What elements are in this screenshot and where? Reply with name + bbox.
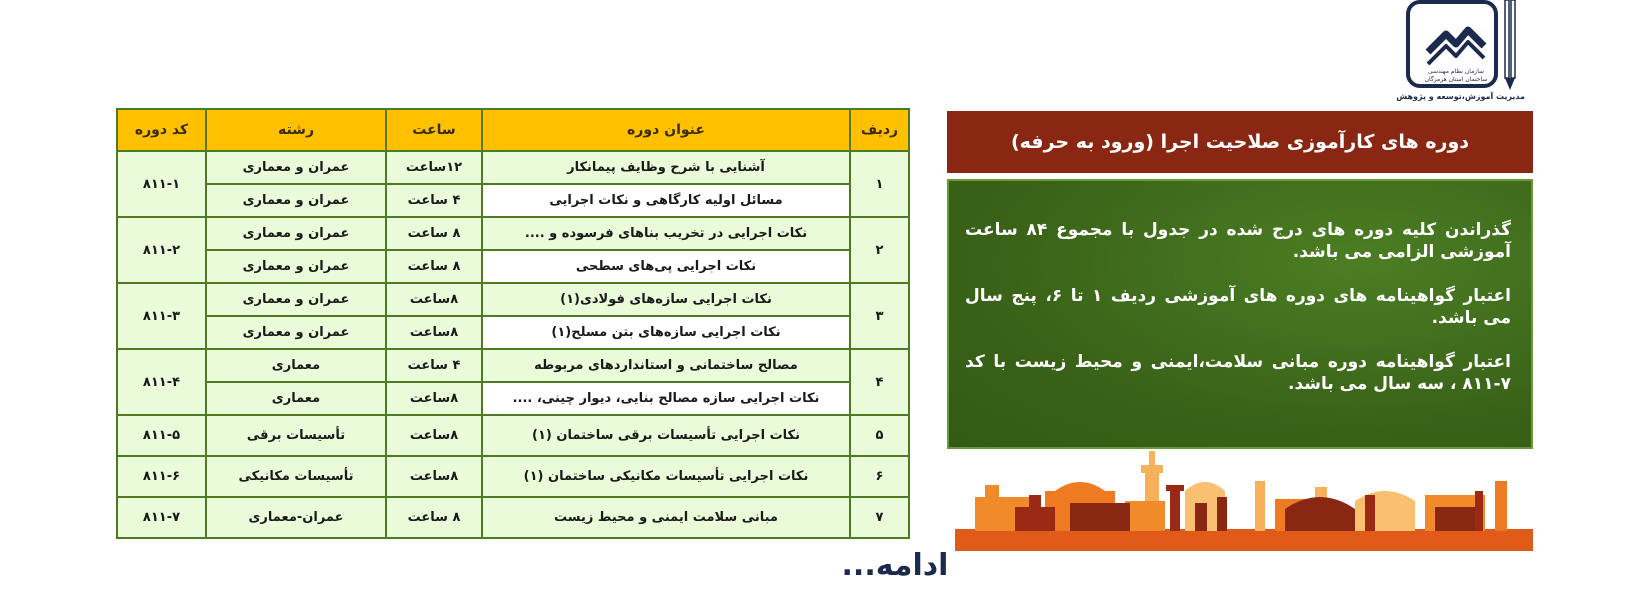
course-title-cell: نکات اجرایی سازه‌های بتن مسلح(۱) [482, 316, 850, 349]
table-row [117, 184, 909, 217]
course-title-cell: نکات اجرایی تأسیسات برقی ساختمان (۱) [482, 415, 850, 456]
courses-table-wrapper [116, 108, 910, 539]
row-number-cell: ۲ [850, 217, 909, 283]
field-cell: معماری [206, 382, 386, 415]
course-title-cell: نکات اجرایی پی‌های سطحی [482, 250, 850, 283]
course-title-cell: مصالح ساختمانی و استانداردهای مربوطه [482, 349, 850, 382]
table-row [117, 217, 909, 250]
panel-title: دوره های کارآموزی صلاحیت اجرا (ورود به حرفه) [947, 111, 1533, 173]
hours-cell: ۸ساعت [386, 382, 482, 415]
table-row [117, 497, 909, 538]
field-cell: تأسیسات برقی [206, 415, 386, 456]
hours-cell: ۸ساعت [386, 283, 482, 316]
logo-frame [1406, 0, 1498, 88]
course-title-cell: نکات اجرایی سازه‌های فولادی(۱) [482, 283, 850, 316]
field-cell: معماری [206, 349, 386, 382]
row-number-cell: ۶ [850, 456, 909, 497]
info-panel [947, 179, 1533, 449]
info-paragraph-validity-1-6: اعتبار گواهینامه های دوره های آموزشی ردیف ۱ تا ۶، پنج سال می باشد. [965, 286, 1511, 328]
info-paragraph-total-hours: گذراندن کلیه دوره های درج شده در جدول با مجموع ۸۴ ساعت آموزشی الزامی می باشد. [965, 220, 1511, 262]
field-cell: عمران و معماری [206, 217, 386, 250]
row-number-cell: ۱ [850, 151, 909, 217]
field-cell: تأسیسات مکانیکی [206, 456, 386, 497]
logo-caption: مدیریت آموزش،توسعه و پژوهش [1396, 92, 1525, 101]
table-header-row [117, 109, 909, 151]
field-cell: عمران-معماری [206, 497, 386, 538]
table-row [117, 151, 909, 184]
course-code-cell: ۸۱۱-۷ [117, 497, 206, 538]
courses-table [116, 108, 910, 539]
continue-label: ادامه... [841, 548, 949, 583]
city-skyline-illustration [955, 451, 1533, 551]
field-cell: عمران و معماری [206, 283, 386, 316]
course-code-cell: ۸۱۱-۵ [117, 415, 206, 456]
table-row [117, 415, 909, 456]
course-title-cell: آشنایی با شرح وظایف پیمانکار [482, 151, 850, 184]
building-roof-icon [1424, 22, 1488, 70]
hours-cell: ۸ ساعت [386, 497, 482, 538]
pencil-icon [1503, 0, 1517, 90]
hours-cell: ۸ساعت [386, 316, 482, 349]
table-row [117, 382, 909, 415]
table-row [117, 456, 909, 497]
hours-cell: ۴ ساعت [386, 184, 482, 217]
hours-cell: ۱۲ساعت [386, 151, 482, 184]
header-row-number: ردیف [850, 109, 909, 151]
course-code-cell: ۸۱۱-۱ [117, 151, 206, 217]
table-row [117, 349, 909, 382]
table-row [117, 250, 909, 283]
row-number-cell: ۷ [850, 497, 909, 538]
table-row [117, 316, 909, 349]
row-number-cell: ۳ [850, 283, 909, 349]
hours-cell: ۸ساعت [386, 415, 482, 456]
course-title-cell: مبانی سلامت ایمنی و محیط زیست [482, 497, 850, 538]
hours-cell: ۸ساعت [386, 456, 482, 497]
course-title-cell: نکات اجرایی سازه مصالح بنایی، دیوار چینی، .... [482, 382, 850, 415]
field-cell: عمران و معماری [206, 184, 386, 217]
field-cell: عمران و معماری [206, 316, 386, 349]
table-row [117, 283, 909, 316]
course-title-cell: نکات اجرایی در تخریب بناهای فرسوده و .... [482, 217, 850, 250]
course-code-cell: ۸۱۱-۶ [117, 456, 206, 497]
hours-cell: ۴ ساعت [386, 349, 482, 382]
header-field: رشته [206, 109, 386, 151]
hours-cell: ۸ ساعت [386, 250, 482, 283]
info-paragraph-validity-hse: اعتبار گواهینامه دوره مبانی سلامت،ایمنی و محیط زیست با کد ۷-۸۱۱ ، سه سال می باشد. [965, 352, 1511, 394]
header-course-title: عنوان دوره [482, 109, 850, 151]
header-course-code: کد دوره [117, 109, 206, 151]
row-number-cell: ۴ [850, 349, 909, 415]
hours-cell: ۸ ساعت [386, 217, 482, 250]
course-title-cell: مسائل اولیه کارگاهی و نکات اجرایی [482, 184, 850, 217]
course-code-cell: ۸۱۱-۲ [117, 217, 206, 283]
course-title-cell: نکات اجرایی تأسیسات مکانیکی ساختمان (۱) [482, 456, 850, 497]
logo-org-name: سازمان نظام مهندسی ساختمان استان هرمزگان [1424, 68, 1488, 83]
course-code-cell: ۸۱۱-۳ [117, 283, 206, 349]
header-hours: ساعت [386, 109, 482, 151]
course-code-cell: ۸۱۱-۴ [117, 349, 206, 415]
row-number-cell: ۵ [850, 415, 909, 456]
field-cell: عمران و معماری [206, 151, 386, 184]
field-cell: عمران و معماری [206, 250, 386, 283]
organization-logo [1396, 0, 1525, 106]
